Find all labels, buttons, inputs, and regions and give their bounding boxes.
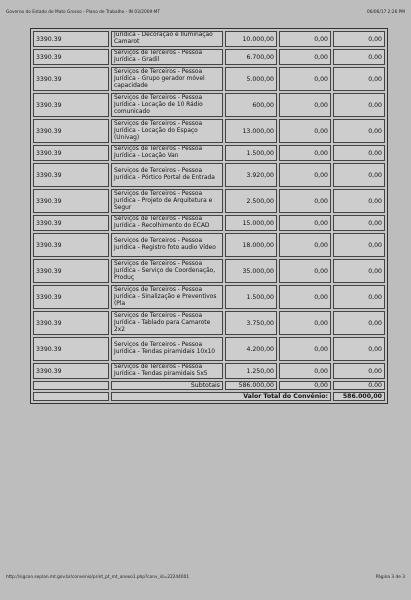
value-proponente: 0,00 [333,31,385,47]
element-code: 3390.39 [33,145,109,161]
footer-url: http://sigcon.seplan.mt.gov.br/convenio/print_pt_mt_anexo1.php?conv_id=22244001 [6,575,190,580]
blank-cell [33,381,109,390]
table-row [33,363,385,379]
value-concedente: 0,00 [279,93,331,117]
value-concedente: 0,00 [279,363,331,379]
value-proponente: 0,00 [333,67,385,91]
value-total: 13.000,00 [225,119,277,143]
item-description: Serviços de Terceiros - Pessoa Jurídica - Serviço de Coordenação, Produç [111,259,223,283]
total-row [33,392,385,401]
table-row [33,233,385,257]
element-code: 3390.39 [33,189,109,213]
value-concedente: 0,00 [279,285,331,309]
table-row [33,189,385,213]
blank-cell [33,392,109,401]
value-concedente: 0,00 [279,215,331,231]
value-concedente: 0,00 [279,189,331,213]
value-concedente: 0,00 [279,311,331,335]
value-concedente: 0,00 [279,259,331,283]
item-description: Serviços de Terceiros - Pessoa Jurídica - Tendas piramidais 5x5 [111,363,223,379]
subtotals-row [33,381,385,390]
budget-table [31,29,387,403]
value-total: 18.000,00 [225,233,277,257]
value-proponente: 0,00 [333,163,385,187]
item-description: Serviços de Terceiros - Pessoa Jurídica - Recolhimento do ECAD [111,215,223,231]
subtotals-label: Subtotais [111,381,223,390]
value-proponente: 0,00 [333,119,385,143]
subtotal-proponente: 0,00 [333,381,385,390]
value-concedente: 0,00 [279,233,331,257]
value-concedente: 0,00 [279,49,331,65]
table-row [33,67,385,91]
element-code: 3390.39 [33,31,109,47]
value-proponente: 0,00 [333,311,385,335]
value-proponente: 0,00 [333,49,385,65]
value-proponente: 0,00 [333,189,385,213]
table-row [33,163,385,187]
value-total: 3.920,00 [225,163,277,187]
value-concedente: 0,00 [279,119,331,143]
table-row [33,49,385,65]
element-code: 3390.39 [33,259,109,283]
value-total: 4.200,00 [225,337,277,361]
value-concedente: 0,00 [279,31,331,47]
value-concedente: 0,00 [279,163,331,187]
element-code: 3390.39 [33,215,109,231]
element-code: 3390.39 [33,337,109,361]
element-code: 3390.39 [33,93,109,117]
item-description: Serviços de Terceiros - Pessoa Jurídica - Tablado para Camarote 2x2 [111,311,223,335]
element-code: 3390.39 [33,233,109,257]
table-row [33,145,385,161]
element-code: 3390.39 [33,285,109,309]
item-description: Serviços de Terceiros - Pessoa Jurídica - Gradil [111,49,223,65]
value-proponente: 0,00 [333,215,385,231]
item-description: Serviços de Terceiros - Pessoa Jurídica - Locação Van [111,145,223,161]
value-proponente: 0,00 [333,233,385,257]
item-description: Serviços de Terceiros - Pessoa Jurídica - Sinalização e Preventivos (Pla [111,285,223,309]
item-description: Serviços de Terceiros - Pessoa Jurídica - Pórtico Portal de Entrada [111,163,223,187]
table-row [33,119,385,143]
table-row [33,311,385,335]
header-title: Governo do Estado de Mato Grosso - Plano de Trabalho - IN 03/2009-MT [6,10,161,15]
element-code: 3390.39 [33,163,109,187]
value-total: 15.000,00 [225,215,277,231]
value-total: 6.700,00 [225,49,277,65]
value-total: 1.500,00 [225,145,277,161]
value-concedente: 0,00 [279,337,331,361]
value-proponente: 0,00 [333,145,385,161]
value-total: 5.000,00 [225,67,277,91]
total-value: 586.000,00 [333,392,385,401]
table-row [33,259,385,283]
value-proponente: 0,00 [333,337,385,361]
item-description: Serviços de Terceiros - Pessoa Jurídica - Registro foto audio Vídeo [111,233,223,257]
element-code: 3390.39 [33,363,109,379]
value-total: 600,00 [225,93,277,117]
value-total: 10.000,00 [225,31,277,47]
value-concedente: 0,00 [279,67,331,91]
value-total: 1.250,00 [225,363,277,379]
table-row [33,215,385,231]
table-row [33,285,385,309]
subtotal-concedente: 0,00 [279,381,331,390]
element-code: 3390.39 [33,311,109,335]
item-description: Serviços de Terceiros - Pessoa Jurídica - Grupo gerador móvel capacidade [111,67,223,91]
value-proponente: 0,00 [333,363,385,379]
element-code: 3390.39 [33,49,109,65]
value-total: 2.500,00 [225,189,277,213]
element-code: 3390.39 [33,67,109,91]
value-concedente: 0,00 [279,145,331,161]
header-datetime: 06/06/17 2:26 PM [367,10,405,15]
value-proponente: 0,00 [333,259,385,283]
subtotal-total: 586.000,00 [225,381,277,390]
value-total: 3.750,00 [225,311,277,335]
value-proponente: 0,00 [333,285,385,309]
element-code: 3390.39 [33,119,109,143]
table-row [33,93,385,117]
item-description: Serviços de Terceiros - Pessoa Jurídica - Locação de 10 Rádio comunicado [111,93,223,117]
item-description: Serviços de Terceiros - Pessoa Jurídica - Projeto de Arquitetura e Segur [111,189,223,213]
page-number: Página 3 de 3 [375,575,405,580]
total-label: Valor Total do Convênio: [111,392,331,401]
table-row [33,337,385,361]
item-description: Serviços de Terceiros - Pessoa Jurídica - Tendas piramidais 10x10 [111,337,223,361]
value-total: 1.500,00 [225,285,277,309]
item-description: Serviços de Terceiros - Pessoa Jurídica - Locação do Espaço (Univag) [111,119,223,143]
item-description: Jurídica - Decoração e Iluminação Camarot [111,31,223,47]
table-row [33,31,385,47]
value-total: 35.000,00 [225,259,277,283]
value-proponente: 0,00 [333,93,385,117]
